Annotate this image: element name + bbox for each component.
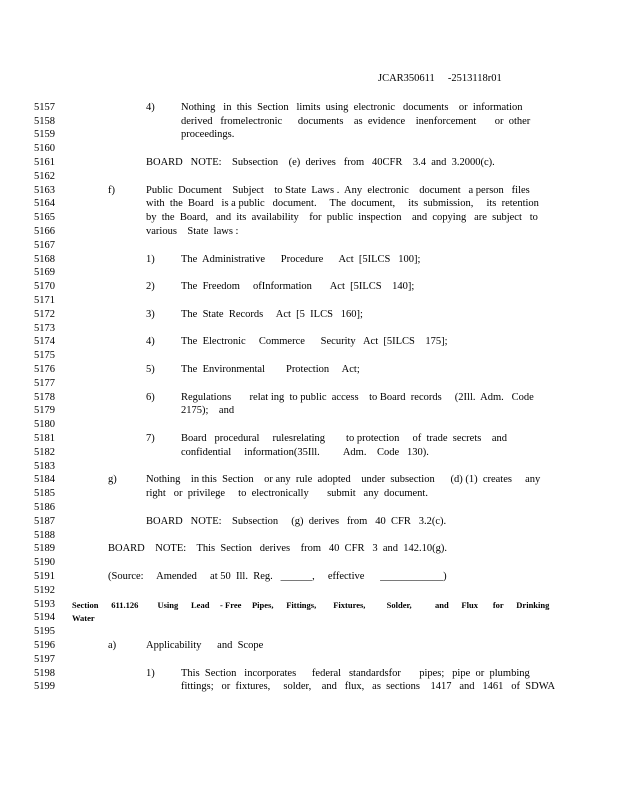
list-marker: 4) xyxy=(146,336,155,347)
line-number: 5174 xyxy=(34,336,55,347)
line-number: 5192 xyxy=(34,585,55,596)
line-number: 5171 xyxy=(34,295,55,306)
board-note: BOARD NOTE: This Section derives from 40 CFR 3 and 142.10(g). xyxy=(108,543,447,554)
line-number: 5190 xyxy=(34,557,55,568)
line-number: 5164 xyxy=(34,198,55,209)
line-number: 5157 xyxy=(34,102,55,113)
list-item: The Freedom ofInformation Act [5ILCS 140]; xyxy=(181,281,415,292)
list-item: The Electronic Commerce Security Act [5ILCS 175]; xyxy=(181,336,448,347)
paragraph-line: Nothing in this Section or any rule adopted under subsection (d) (1) creates any xyxy=(146,474,541,485)
list-marker: 6) xyxy=(146,392,155,403)
line-number: 5188 xyxy=(34,530,55,541)
line-number: 5186 xyxy=(34,502,55,513)
line-number: 5183 xyxy=(34,461,55,472)
list-item: The Administrative Procedure Act [5ILCS 100]; xyxy=(181,254,421,265)
paragraph-line: proceedings. xyxy=(181,129,235,140)
document-id-header: JCAR350611 -2513118r01 xyxy=(378,73,502,84)
source-note: (Source: Amended at 50 Ill. Reg. ______, effective ____________) xyxy=(108,571,447,582)
list-item: Regulations relat ing to public access to Board records (2Ill. Adm. Code xyxy=(181,392,534,403)
list-item: Board procedural rulesrelating to protection of trade secrets and xyxy=(181,433,507,444)
line-number: 5195 xyxy=(34,626,55,637)
line-number: 5172 xyxy=(34,309,55,320)
line-number: 5197 xyxy=(34,654,55,665)
line-number: 5158 xyxy=(34,116,55,127)
list-item: The Environmental Protection Act; xyxy=(181,364,360,375)
line-number: 5193 xyxy=(34,599,55,610)
line-number: 5160 xyxy=(34,143,55,154)
list-marker: 1) xyxy=(146,254,155,265)
line-number: 5196 xyxy=(34,640,55,651)
board-note: BOARD NOTE: Subsection (g) derives from 40 CFR 3.2(c). xyxy=(146,516,447,527)
line-number: 5159 xyxy=(34,129,55,140)
line-number: 5182 xyxy=(34,447,55,458)
list-marker: 3) xyxy=(146,309,155,320)
paragraph-line: Nothing in this Section limits using electronic documents or information xyxy=(181,102,523,113)
line-number: 5168 xyxy=(34,254,55,265)
line-number: 5185 xyxy=(34,488,55,499)
paragraph-line: by the Board, and its availability for public inspection and copying are subject to xyxy=(146,212,538,223)
line-number: 5199 xyxy=(34,681,55,692)
list-marker: 4) xyxy=(146,102,155,113)
line-number: 5176 xyxy=(34,364,55,375)
line-number: 5180 xyxy=(34,419,55,430)
line-number: 5198 xyxy=(34,668,55,679)
line-number: 5173 xyxy=(34,323,55,334)
paragraph-line: various State laws : xyxy=(146,226,239,237)
list-marker: 2) xyxy=(146,281,155,292)
paragraph-line: with the Board is a public document. The document, its submission, its retention xyxy=(146,198,539,209)
line-number: 5178 xyxy=(34,392,55,403)
line-number: 5165 xyxy=(34,212,55,223)
board-note: BOARD NOTE: Subsection (e) derives from 40CFR 3.4 and 3.2000(c). xyxy=(146,157,495,168)
line-number: 5189 xyxy=(34,543,55,554)
section-heading: Water xyxy=(72,613,95,623)
line-number: 5170 xyxy=(34,281,55,292)
section-heading: Section 611.126 Using Lead - Free Pipes, Fittings, Fixtures, Solder, and Flux for Drinking xyxy=(72,600,550,610)
line-number: 5194 xyxy=(34,612,55,623)
paragraph-line: derived fromelectronic documents as evidence inenforcement or other xyxy=(181,116,531,127)
line-number: 5167 xyxy=(34,240,55,251)
list-marker: 1) xyxy=(146,668,155,679)
list-marker: 7) xyxy=(146,433,155,444)
line-number: 5179 xyxy=(34,405,55,416)
list-marker: f) xyxy=(108,185,115,196)
line-number: 5162 xyxy=(34,171,55,182)
line-number: 5181 xyxy=(34,433,55,444)
paragraph-line: This Section incorporates federal standardsfor pipes; pipe or plumbing xyxy=(181,668,530,679)
list-marker: a) xyxy=(108,640,117,651)
line-number: 5166 xyxy=(34,226,55,237)
subsection-title: Applicability and Scope xyxy=(146,640,264,651)
line-number: 5177 xyxy=(34,378,55,389)
list-item: 2175); and xyxy=(181,405,235,416)
line-number: 5163 xyxy=(34,185,55,196)
paragraph-line: Public Document Subject to State Laws . Any electronic document a person files xyxy=(146,185,530,196)
line-number: 5191 xyxy=(34,571,55,582)
line-number: 5184 xyxy=(34,474,55,485)
list-item: confidential information(35Ill. Adm. Code 130). xyxy=(181,447,429,458)
line-number: 5161 xyxy=(34,157,55,168)
line-number: 5169 xyxy=(34,267,55,278)
list-marker: 5) xyxy=(146,364,155,375)
line-number: 5187 xyxy=(34,516,55,527)
line-number: 5175 xyxy=(34,350,55,361)
paragraph-line: right or privilege to electronically submit any document. xyxy=(146,488,428,499)
list-marker: g) xyxy=(108,474,117,485)
list-item: The State Records Act [5 ILCS 160]; xyxy=(181,309,363,320)
paragraph-line: fittings; or fixtures, solder, and flux, as sections 1417 and 1461 of SDWA xyxy=(181,681,556,692)
